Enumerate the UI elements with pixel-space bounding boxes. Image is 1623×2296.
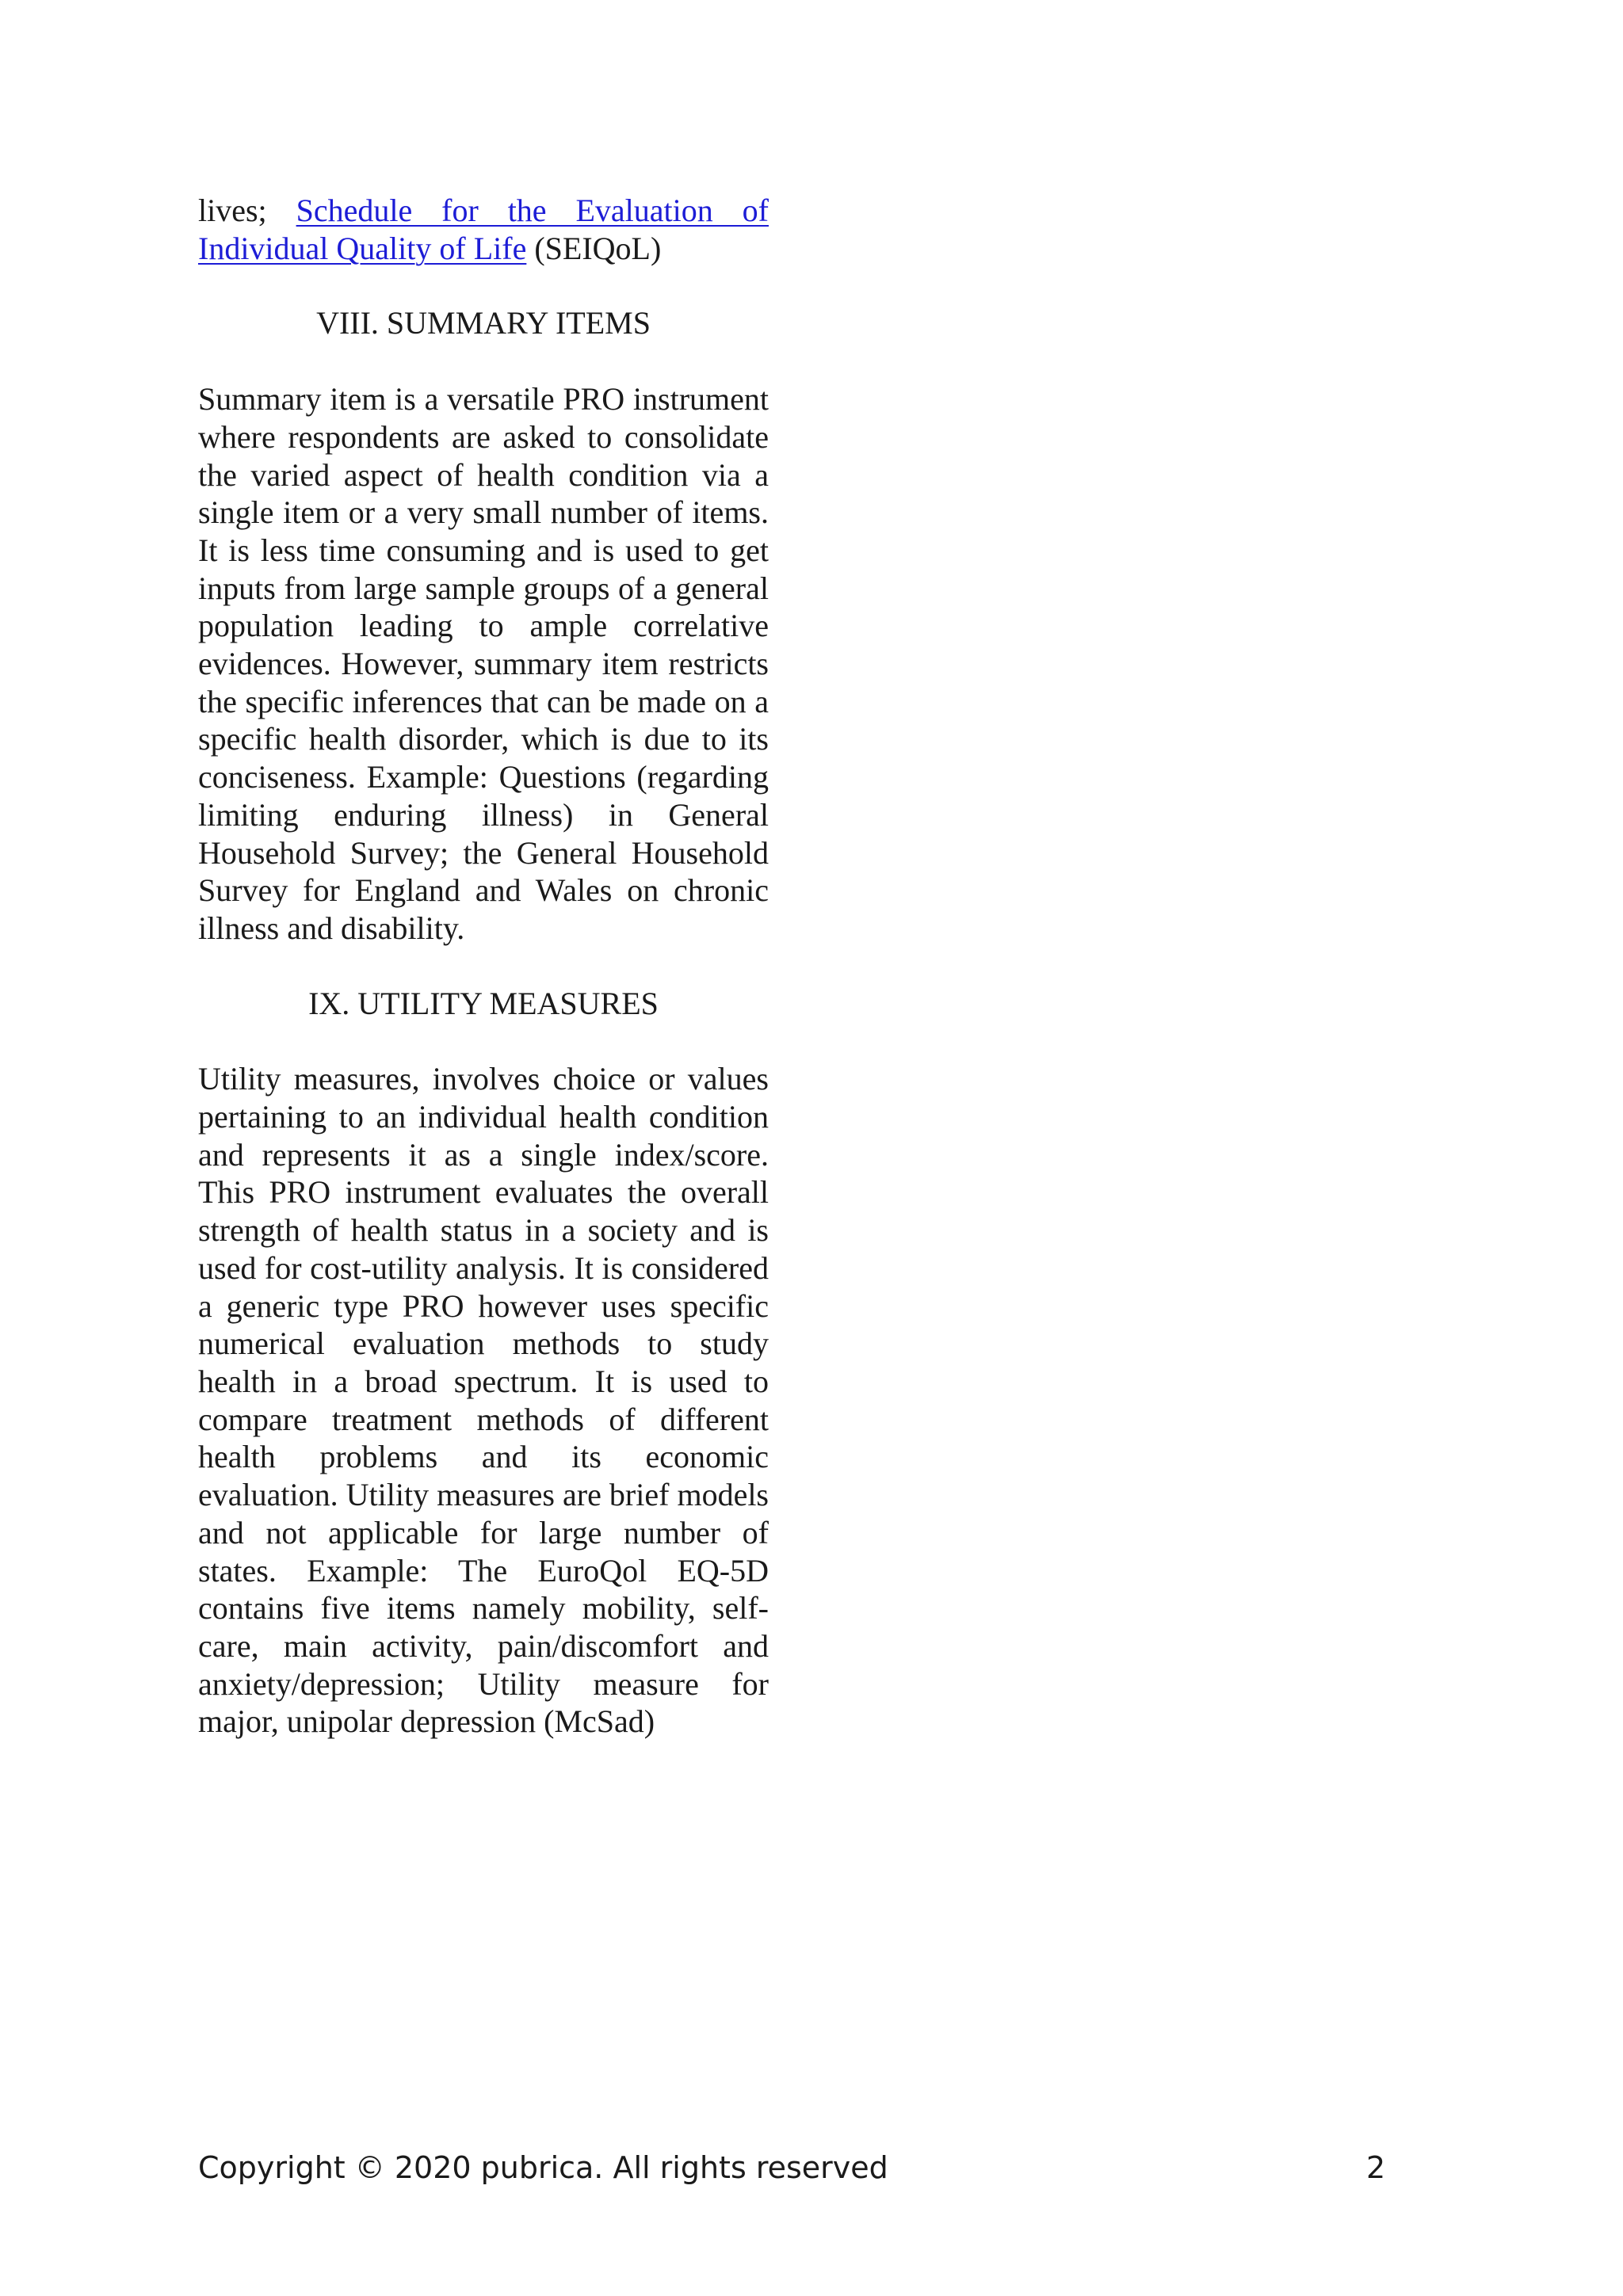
section-heading-summary-items: VIII. SUMMARY ITEMS	[316, 305, 651, 341]
page-number: 2	[1366, 2150, 1386, 2185]
section-body-summary-items: Summary item is a versatile PRO instrument where respondents are asked to consolidate the varied aspect of health condition via a single item or a very small number of items. It is less time consuming and is used to get inputs from large sample groups of a general population leading to ample correlative evidences. However, summary item restricts the specific inferences that can be made on a specific health disorder, which is due to its conciseness. Example: Questions (regarding limiting enduring illness) in General Household Survey; the General Household Survey for England and Wales on chronic illness and disability.	[198, 381, 769, 946]
seiqol-link[interactable]: Schedule for the Evaluation of Individual Quality of Life	[198, 193, 769, 266]
continuation-trail-text: (SEIQoL)	[526, 230, 662, 266]
text-column	[198, 192, 769, 1741]
continuation-paragraph	[198, 192, 769, 267]
section-body-utility-measures: Utility measures, involves choice or values pertaining to an individual health condition and represents it as a single index/score. This PRO instrument evaluates the overall strength of health status in a society and is used for cost-utility analysis. It is considered a generic type PRO however uses specific numerical evaluation methods to study health in a broad spectrum. It is used to compare treatment methods of different health problems and its economic evaluation. Utility measures are brief models and not applicable for large number of states. Example: The EuroQol EQ-5D contains five items namely mobility, self-care, main activity, pain/discomfort and anxiety/depression; Utility measure for major, unipolar depression (McSad)	[198, 1061, 769, 1740]
continuation-lead-text: lives;	[198, 193, 296, 228]
page-footer	[198, 2144, 1387, 2191]
copyright-notice: Copyright © 2020 pubrica. All rights reserved	[198, 2150, 888, 2185]
section-heading-utility-measures: IX. UTILITY MEASURES	[308, 985, 659, 1021]
